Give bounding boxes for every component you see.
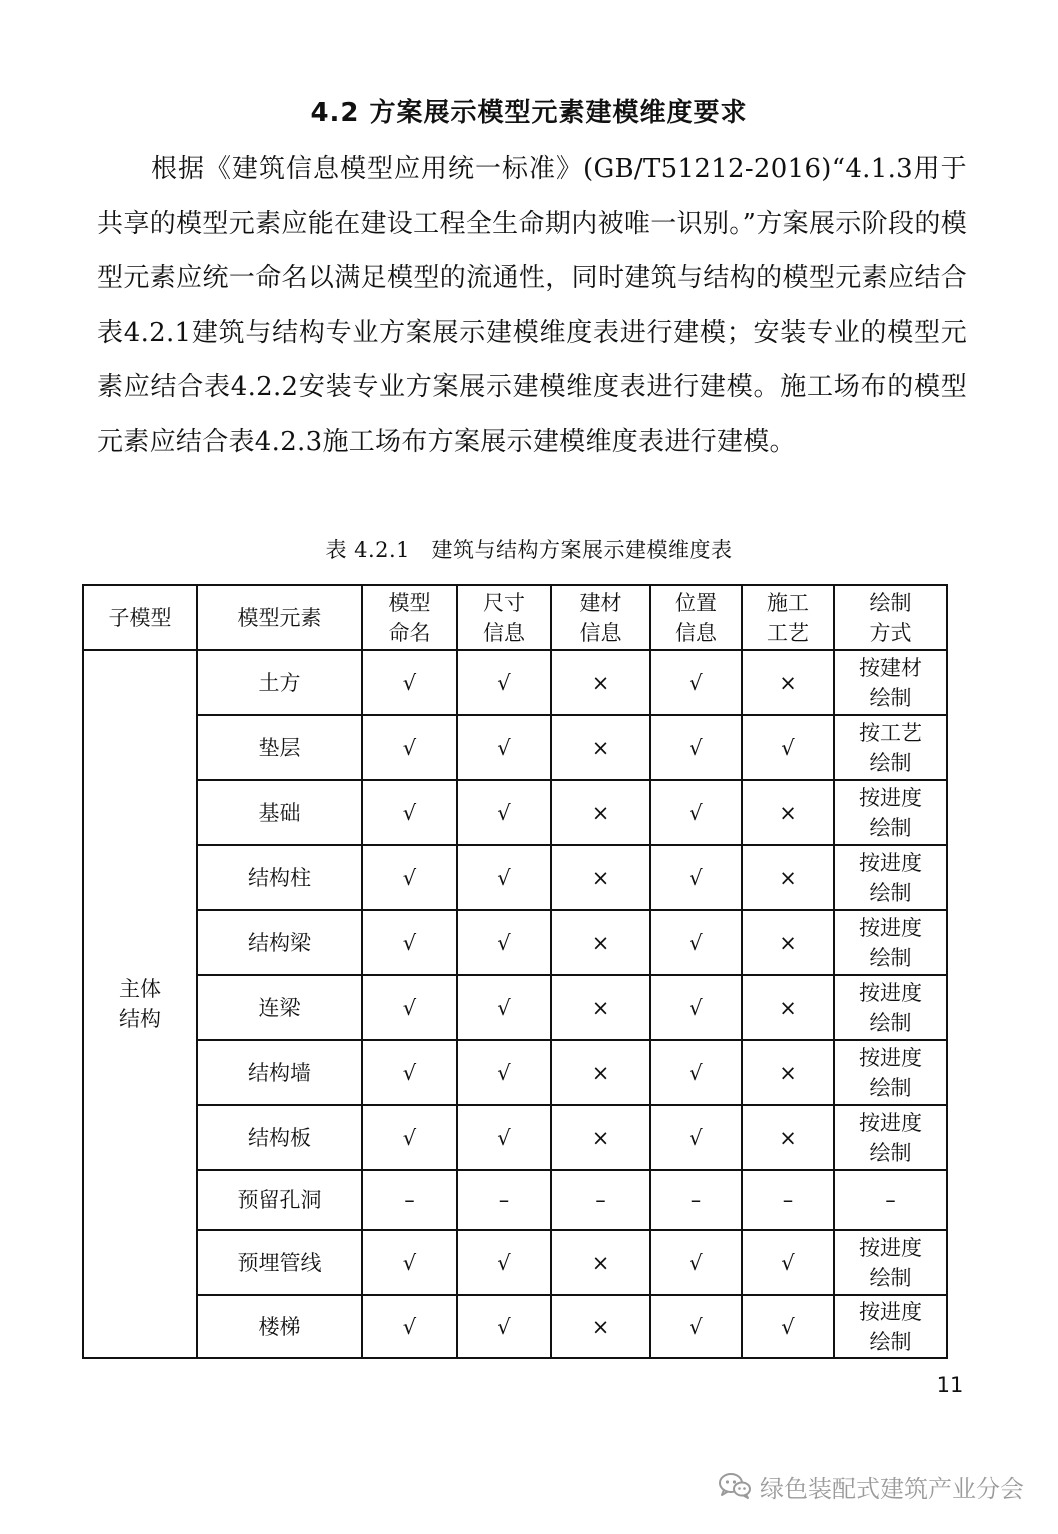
cell: ×: [551, 1105, 650, 1170]
cell: ×: [742, 975, 834, 1040]
cell: ×: [742, 1040, 834, 1105]
element-cell: 土方: [197, 650, 362, 715]
cell: √: [650, 975, 742, 1040]
method-cell: 按进度绘制: [834, 780, 947, 845]
cell: –: [362, 1170, 457, 1230]
cell: √: [457, 845, 551, 910]
table-row: [83, 910, 947, 975]
table-row: [83, 975, 947, 1040]
cell: √: [457, 1105, 551, 1170]
cell: ×: [742, 1105, 834, 1170]
element-cell: 垫层: [197, 715, 362, 780]
cell: –: [551, 1170, 650, 1230]
wechat-icon: [718, 1472, 752, 1500]
group-cell: 主体结构: [83, 650, 197, 1358]
table-row: [83, 780, 947, 845]
watermark: [718, 1466, 1024, 1506]
element-cell: 楼梯: [197, 1295, 362, 1358]
cell: –: [457, 1170, 551, 1230]
table-row: [83, 1105, 947, 1170]
header-cell: 尺寸信息: [457, 585, 551, 650]
table-caption: 表 4.2.1 建筑与结构方案展示建模维度表: [325, 538, 733, 562]
body-paragraph: 根据《建筑信息模型应用统一标准》(GB/T51212-2016)“4.1.3用于共享的模型元素应能在建设工程全生命期内被唯一识别。”方案展示阶段的模型元素应统一命名以满足模型的流通性，同时建筑与结构的模型元素应结合表4.2.1建筑与结构专业方案展示建模维度表进行建模；安装专业的模型元素应结合表4.2.2安装专业方案展示建模维度表进行建模。施工场布的模型元素应结合表4.2.3施工场布方案展示建模维度表进行建模。: [97, 154, 967, 457]
cell: ×: [742, 910, 834, 975]
page-number: 11: [936, 1373, 964, 1397]
cell: √: [362, 975, 457, 1040]
header-cell: 绘制方式: [834, 585, 947, 650]
cell: √: [650, 1040, 742, 1105]
header-cell: 位置信息: [650, 585, 742, 650]
cell: √: [362, 1105, 457, 1170]
table-row: [83, 845, 947, 910]
element-cell: 结构柱: [197, 845, 362, 910]
cell: √: [742, 1295, 834, 1358]
watermark-text: 绿色装配式建筑产业分会: [760, 1474, 1024, 1503]
cell: √: [457, 780, 551, 845]
cell: √: [362, 780, 457, 845]
cell: √: [650, 650, 742, 715]
header-cell: 施工工艺: [742, 585, 834, 650]
header-cell: 子模型: [83, 585, 197, 650]
cell: –: [742, 1170, 834, 1230]
element-cell: 结构板: [197, 1105, 362, 1170]
cell: ×: [551, 1230, 650, 1295]
cell: √: [457, 715, 551, 780]
cell: √: [457, 1230, 551, 1295]
cell: √: [362, 650, 457, 715]
cell: √: [650, 910, 742, 975]
cell: ×: [551, 715, 650, 780]
table-row: [83, 650, 947, 715]
element-cell: 连梁: [197, 975, 362, 1040]
cell: ×: [742, 650, 834, 715]
cell: √: [457, 650, 551, 715]
cell: √: [650, 780, 742, 845]
cell: ×: [551, 650, 650, 715]
cell: –: [650, 1170, 742, 1230]
cell: √: [650, 845, 742, 910]
table-row: [83, 1230, 947, 1295]
section-title: 4.2 方案展示模型元素建模维度要求: [310, 98, 748, 128]
cell: ×: [742, 845, 834, 910]
cell: √: [457, 1295, 551, 1358]
cell: ×: [742, 780, 834, 845]
header-cell: 模型命名: [362, 585, 457, 650]
method-cell: 按进度绘制: [834, 975, 947, 1040]
cell: √: [457, 975, 551, 1040]
modeling-dimension-table: [82, 584, 948, 1359]
header-cell: 建材信息: [551, 585, 650, 650]
element-cell: 结构墙: [197, 1040, 362, 1105]
element-cell: 预留孔洞: [197, 1170, 362, 1230]
cell: ×: [551, 975, 650, 1040]
cell: ×: [551, 1040, 650, 1105]
method-cell: 按进度绘制: [834, 1040, 947, 1105]
cell: √: [362, 910, 457, 975]
method-cell: 按进度绘制: [834, 1295, 947, 1358]
table-row: [83, 1170, 947, 1230]
table-row: [83, 1295, 947, 1358]
method-cell: –: [834, 1170, 947, 1230]
method-cell: 按进度绘制: [834, 910, 947, 975]
cell: ×: [551, 780, 650, 845]
cell: √: [362, 1295, 457, 1358]
cell: √: [457, 910, 551, 975]
method-cell: 按进度绘制: [834, 1230, 947, 1295]
method-cell: 按进度绘制: [834, 1105, 947, 1170]
cell: √: [650, 715, 742, 780]
method-cell: 按工艺绘制: [834, 715, 947, 780]
cell: √: [362, 1230, 457, 1295]
cell: ×: [551, 1295, 650, 1358]
table-header-row: [83, 585, 947, 650]
cell: √: [742, 1230, 834, 1295]
element-cell: 预埋管线: [197, 1230, 362, 1295]
cell: √: [457, 1040, 551, 1105]
cell: ×: [551, 845, 650, 910]
element-cell: 结构梁: [197, 910, 362, 975]
cell: √: [650, 1295, 742, 1358]
cell: √: [650, 1230, 742, 1295]
table-row: [83, 1040, 947, 1105]
element-cell: 基础: [197, 780, 362, 845]
cell: √: [650, 1105, 742, 1170]
method-cell: 按进度绘制: [834, 845, 947, 910]
cell: √: [742, 715, 834, 780]
table-row: [83, 715, 947, 780]
method-cell: 按建材绘制: [834, 650, 947, 715]
header-cell: 模型元素: [197, 585, 362, 650]
cell: ×: [551, 910, 650, 975]
cell: √: [362, 715, 457, 780]
cell: √: [362, 845, 457, 910]
cell: √: [362, 1040, 457, 1105]
